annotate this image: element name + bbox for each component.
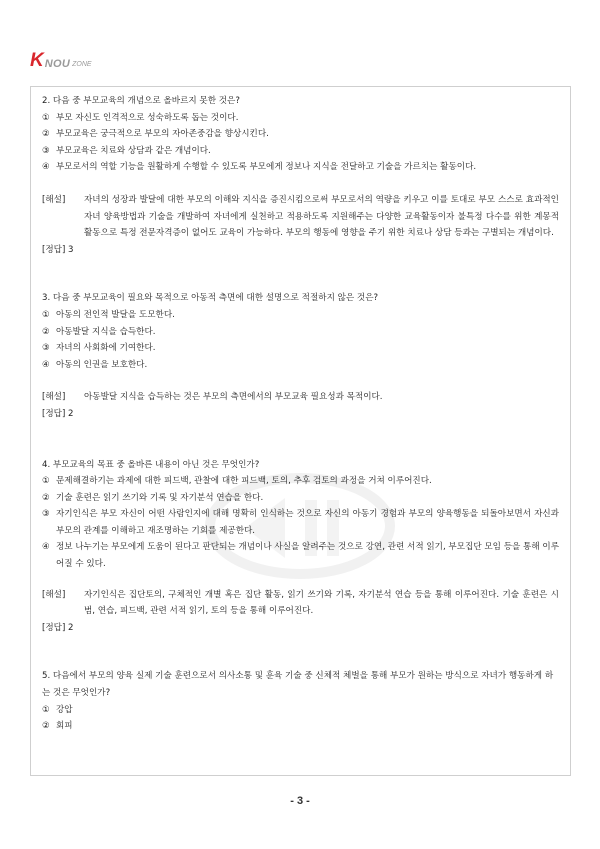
question-3 <box>42 290 559 422</box>
explanation <box>42 587 559 620</box>
option-number: ② <box>42 129 50 140</box>
question-title: 2. 다음 중 부모교육의 개념으로 올바르지 못한 것은? <box>42 96 240 106</box>
option-number: ② <box>42 492 50 503</box>
option-text: 회피 <box>56 721 73 732</box>
question-2 <box>42 93 559 258</box>
logo-zone: ZONE <box>72 61 92 68</box>
option <box>42 473 559 490</box>
option <box>42 702 559 719</box>
option-text: 아동의 전인적 발달을 도모한다. <box>56 309 175 320</box>
explanation-text: 자녀의 성장과 발달에 대한 부모의 이해와 지식을 증진시킴으로써 부모로서의 역량을 키우고 이를 토대로 부모 스스로 효과적인 자녀 양육방법과 기술을 개발하여 자녀에게 실천하고 적용하도록 지원해주는 다양한 교육활동이자 불특정 다수를 위한 계몽적 활동으로 특정 전문자격증이 없어도 교육이 가능하다. 부모의 행동에 영향을 주기 위한 치료나 상담 등과는 구별되는 개념이다. <box>84 194 559 239</box>
explanation-label: [해설] <box>42 392 66 403</box>
option <box>42 110 559 127</box>
option-number: ③ <box>42 509 50 520</box>
option <box>42 539 559 572</box>
option-number: ① <box>42 476 50 487</box>
question-title: 5. 다음에서 부모의 양육 실제 기술 훈련으로서 의사소통 및 훈육 기술 중 신체적 체벌을 통해 부모가 원하는 방식으로 자녀가 행동하게 하는 것은 무엇인가? <box>42 671 554 699</box>
option-text: 부모교육은 치료와 상담과 같은 개념이다. <box>56 145 211 156</box>
option-number: ① <box>42 309 50 320</box>
logo-k: K <box>30 50 44 71</box>
option <box>42 307 559 324</box>
knouzone-logo <box>30 50 92 70</box>
option-text: 부모 자신도 인격적으로 성숙하도록 돕는 것이다. <box>56 112 239 123</box>
option <box>42 340 559 357</box>
option-number: ② <box>42 721 50 732</box>
option <box>42 159 559 176</box>
explanation-text: 자기인식은 집단토의, 구체적인 개별 혹은 집단 활동, 읽기 쓰기와 기록, 자기분석 연습 등을 통해 이루어진다. 기술 훈련은 시범, 연습, 피드백, 관련 서적 읽기, 토의 등을 통해 이루어진다. <box>84 589 559 617</box>
question-title: 3. 다음 중 부모교육이 필요와 목적으로 아동적 측면에 대한 설명으로 적절하지 않은 것은? <box>42 293 379 304</box>
option-number: ③ <box>42 145 50 156</box>
answer: [정답] 2 <box>42 408 74 419</box>
option <box>42 506 559 539</box>
option-number: ① <box>42 704 50 715</box>
option-text: 부모로서의 역할 기능을 원활하게 수행할 수 있도록 부모에게 정보나 지식을 전달하고 기술을 가르치는 활동이다. <box>56 162 477 173</box>
option-text: 아동의 인권을 보호한다. <box>56 359 148 370</box>
question-4 <box>42 457 559 637</box>
answer: [정답] 3 <box>42 244 74 255</box>
option-text: 정보 나누기는 부모에게 도움이 된다고 판단되는 개념이나 사실을 알려주는 것으로 강연, 관련 서적 읽기, 부모집단 모임 등을 통해 이루어질 수 있다. <box>56 542 559 570</box>
option <box>42 324 559 341</box>
option <box>42 126 559 143</box>
option <box>42 357 559 374</box>
option-text: 부모교육은 궁극적으로 부모의 자아존중감을 향상시킨다. <box>56 129 269 140</box>
option-number: ③ <box>42 343 50 354</box>
explanation <box>42 389 559 406</box>
option-text: 문제해결하기는 과제에 대한 피드백, 관찰에 대한 피드백, 토의, 추후 검토의 과정을 거쳐 이루어진다. <box>56 476 432 487</box>
option <box>42 490 559 507</box>
option-text: 자녀의 사회화에 기여한다. <box>56 343 156 354</box>
option-number: ④ <box>42 162 50 173</box>
option-text: 자기인식은 부모 자신이 어떤 사람인지에 대해 명확히 인식하는 것으로 자신의 아동기 경험과 부모의 양육행동을 되돌아보면서 자신과 부모의 관계를 이해하고 재조명하는 기회를 제공한다. <box>56 509 559 536</box>
explanation-label: [해설] <box>42 194 66 205</box>
option <box>42 143 559 160</box>
question-title: 4. 부모교육의 목표 중 올바른 내용이 아닌 것은 무엇인가? <box>42 459 260 470</box>
option-text: 강압 <box>56 704 73 715</box>
option-text: 기술 훈련은 읽기 쓰기와 기록 및 자기분석 연습을 한다. <box>56 492 264 503</box>
answer: [정답] 2 <box>42 622 74 633</box>
option-number: ② <box>42 326 50 337</box>
option-number: ④ <box>42 359 50 370</box>
explanation-label: [해설] <box>42 589 66 600</box>
logo-nou: NOU <box>44 58 71 70</box>
page-content <box>42 93 559 735</box>
option-text: 아동발달 지식을 습득한다. <box>56 326 156 337</box>
explanation <box>42 192 559 242</box>
option-number: ④ <box>42 542 50 553</box>
option <box>42 718 559 735</box>
question-5 <box>42 668 559 734</box>
explanation-text: 아동발달 지식을 습득하는 것은 부모의 측면에서의 부모교육 필요성과 목적이다. <box>84 392 383 403</box>
option-number: ① <box>42 112 50 123</box>
page-number: - 3 - <box>290 795 310 807</box>
